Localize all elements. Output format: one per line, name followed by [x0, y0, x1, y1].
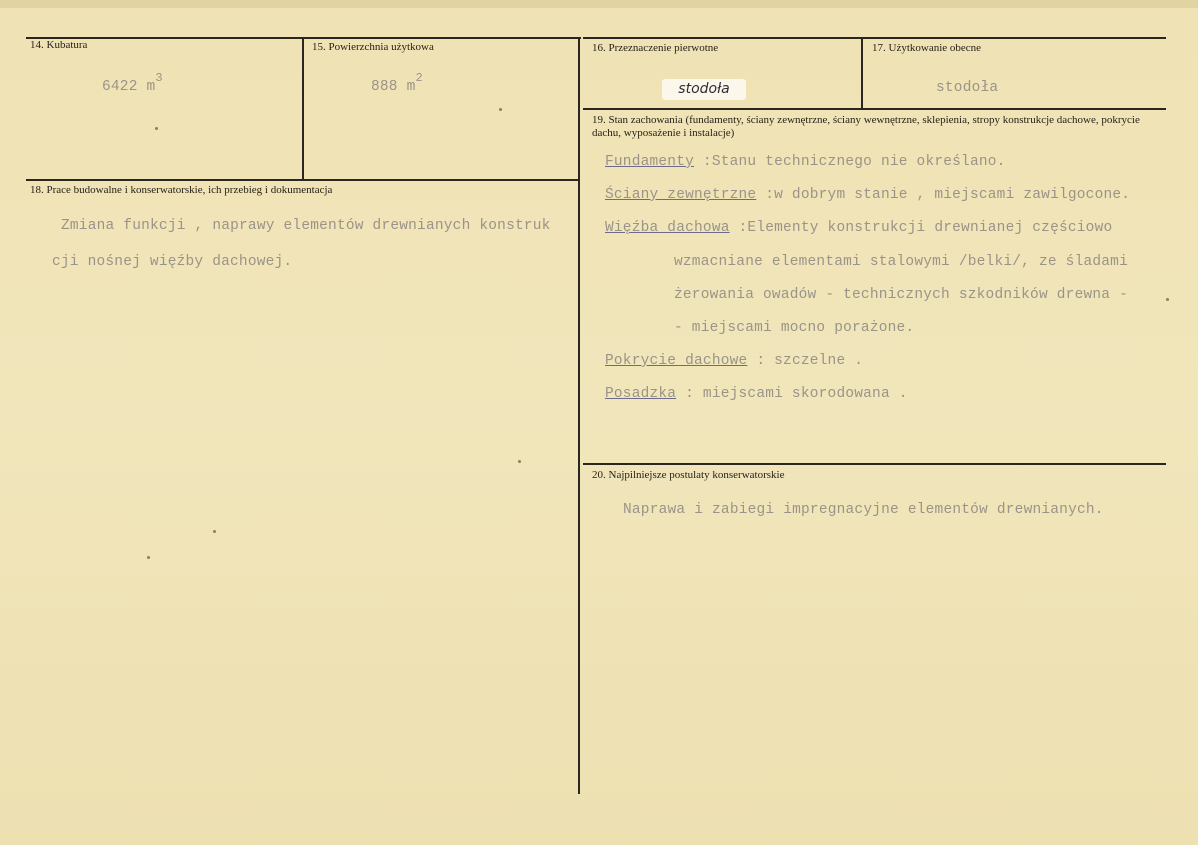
field-15-number: 888 m	[371, 79, 416, 95]
field-18-line-2: cji nośnej więźby dachowej.	[52, 254, 293, 270]
rule-under-14-15	[26, 179, 579, 181]
field-19-label: 19. Stan zachowania (fundamenty, ściany zewnętrzne, ściany wewnętrzne, sklepienia, stropy konstrukcje dachowe, pokrycie dachu, wyposażenie i instalacje)	[592, 114, 1140, 139]
card-top-edge	[0, 0, 1198, 8]
field-14-label: 14. Kubatura	[30, 39, 88, 51]
field-15-label: 15. Powierzchnia użytkowa	[312, 41, 434, 53]
field-19-entry-posadzka	[605, 386, 908, 402]
field-19-entry-sciany	[605, 187, 1130, 203]
field-19-term: Fundamenty	[605, 154, 695, 170]
field-19-text: : szczelne .	[747, 353, 864, 369]
field-19-term: Więźba dachowa	[605, 220, 730, 236]
paper-speck	[147, 556, 150, 559]
field-14-value	[102, 71, 163, 95]
paper-speck	[213, 530, 216, 533]
rule-under-16-17	[583, 108, 1166, 110]
field-14-superscript: 3	[155, 71, 163, 85]
rule-top-right	[583, 37, 1166, 39]
rule-above-20	[583, 463, 1166, 465]
field-18-line-1: Zmiana funkcji , naprawy elementów drewnianych konstruk	[61, 218, 551, 234]
field-17-label: 17. Użytkowanie obecne	[872, 42, 982, 54]
field-19-continuation-1: wzmacniane elementami stalowymi /belki/, ze śladami	[674, 254, 1128, 270]
field-19-continuation-3: - miejscami mocno porażone.	[674, 320, 915, 336]
field-19-term: Ściany zewnętrzne	[605, 187, 757, 203]
rule-v-16-17	[861, 37, 863, 109]
paper-speck	[1166, 298, 1169, 301]
field-15-superscript: 2	[415, 71, 423, 85]
field-20-label: 20. Najpilniejsze postulaty konserwatorskie	[592, 469, 785, 481]
field-18-label: 18. Prace budowalne i konserwatorskie, ich przebieg i dokumentacja	[30, 184, 333, 196]
field-19-entry-pokrycie	[605, 353, 863, 369]
field-19-entry-wiezba	[605, 220, 1112, 236]
paper-speck	[499, 108, 502, 111]
field-19-continuation-2: żerowania owadów - technicznych szkodników drewna -	[674, 287, 1128, 303]
field-16-label: 16. Przeznaczenie pierwotne	[592, 42, 719, 54]
field-19-text: :Stanu technicznego nie określano.	[694, 154, 1006, 170]
rule-v-14-15	[302, 37, 304, 179]
field-14-number: 6422 m	[102, 79, 156, 95]
field-19-term: Posadzka	[605, 386, 677, 402]
field-16-value-slip: stodoła	[662, 79, 746, 100]
field-17-value: stodoła	[936, 80, 999, 96]
field-19-text: :w dobrym stanie , miejscami zawilgocone.	[756, 187, 1131, 203]
field-19-term: Pokrycie dachowe	[605, 353, 748, 369]
paper-speck	[518, 460, 521, 463]
rule-v-main	[578, 37, 580, 794]
field-19-text: :Elementy konstrukcji drewnianej częściowo	[729, 220, 1113, 236]
field-19-text: : miejscami skorodowana .	[676, 386, 908, 402]
field-15-value	[371, 71, 423, 95]
paper-speck	[155, 127, 158, 130]
field-19-entry-fundamenty	[605, 154, 1006, 170]
field-20-value: Naprawa i zabiegi impregnacyjne elementów drewnianych.	[623, 502, 1104, 518]
